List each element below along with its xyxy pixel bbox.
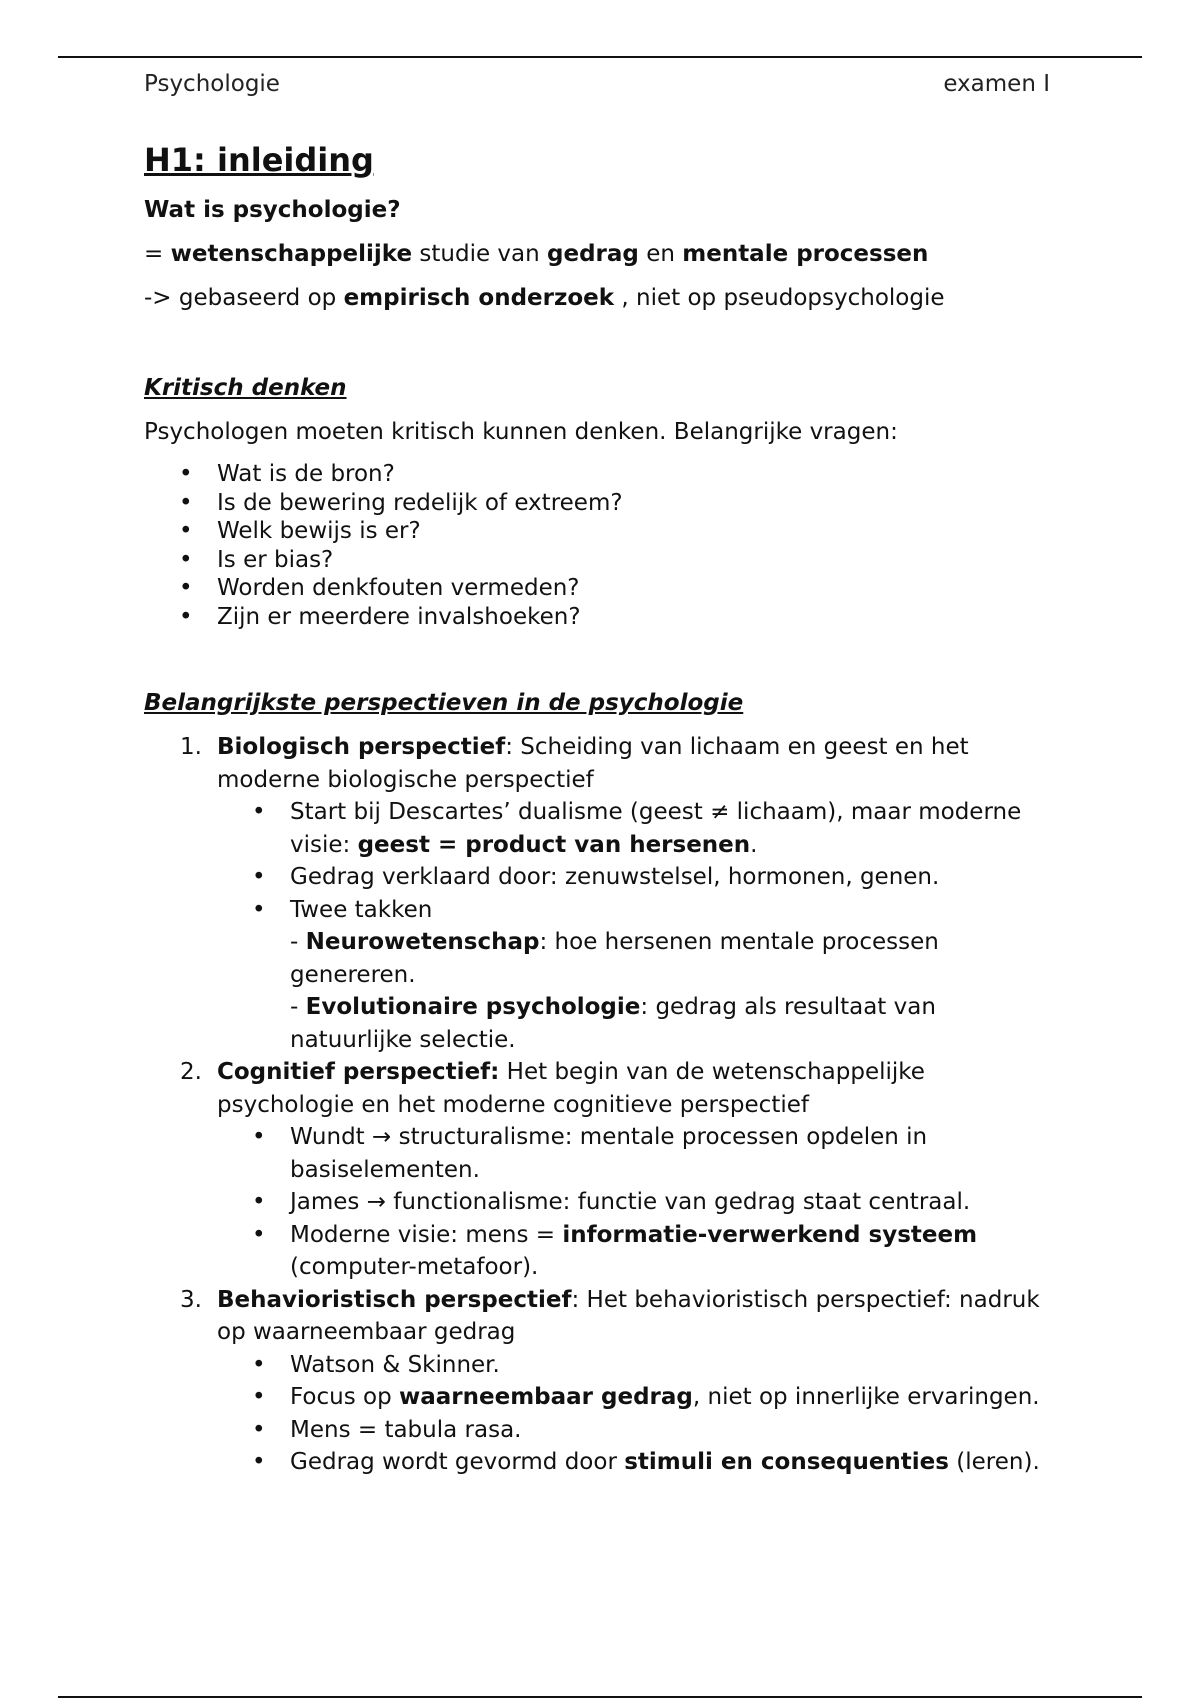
item-bold: informatie-verwerkend systeem — [562, 1221, 978, 1248]
critical-heading: Kritisch denken — [144, 375, 347, 401]
item-bold: stimuli en consequenties — [624, 1449, 949, 1475]
perspective-description: : Scheiding van lichaam en geest en het moderne biologische perspectief — [217, 734, 969, 793]
item-text-end: (leren). — [948, 1449, 1040, 1475]
empirical-bold: empirisch onderzoek — [343, 285, 615, 311]
header-rule — [58, 56, 1142, 58]
branch-neuroscience — [290, 926, 1064, 991]
definition-text-1: studie van — [412, 241, 548, 267]
item-text: Twee takken — [290, 896, 433, 923]
critical-question-list — [144, 460, 1064, 631]
list-item — [217, 894, 1064, 1057]
list-number: 1. — [180, 734, 202, 760]
definition-bold-3: mentale processen — [682, 241, 929, 267]
item-bold: geest = product van hersenen — [357, 831, 751, 858]
page-title: H1: inleiding — [144, 141, 374, 179]
perspective-title: Behavioristisch perspectief — [217, 1286, 572, 1313]
dash-prefix: - — [290, 994, 306, 1020]
list-item: • James → functionalisme: functie van gedrag staat centraal. — [217, 1186, 1064, 1219]
empirical-rest: , niet op pseudopsychologie — [614, 285, 945, 311]
list-item: • Mens = tabula rasa. — [217, 1414, 1064, 1447]
list-item: • Gedrag verklaard door: zenuwstelsel, hormonen, genen. — [217, 861, 1064, 894]
perspectives-heading: Belangrijkste perspectieven in de psychologie — [144, 690, 744, 716]
branch-title: Evolutionaire psychologie — [305, 994, 641, 1020]
question-heading: Wat is psychologie? — [144, 197, 401, 223]
list-item — [217, 1446, 1064, 1479]
list-item — [217, 1381, 1064, 1414]
sub-list — [217, 796, 1064, 1056]
list-item: • Is de bewering redelijk of extreem? — [144, 489, 1064, 518]
dash-prefix: - — [290, 929, 306, 955]
sub-list — [217, 1349, 1064, 1479]
empirical-line — [144, 282, 1064, 314]
perspective-title: Biologisch perspectief — [217, 734, 506, 760]
definition-prefix: = — [144, 241, 171, 267]
item-text: Start bij Descartes’ dualisme (geest ≠ lichaam), maar moderne visie: — [290, 799, 1022, 858]
perspective-title: Cognitief perspectief: — [217, 1059, 500, 1085]
perspective-behaviorist — [144, 1284, 1064, 1479]
critical-intro: Psychologen moeten kritisch kunnen denken. Belangrijke vragen: — [144, 419, 898, 445]
list-item: • Wat is de bron? — [144, 460, 1064, 489]
header-exam: examen I — [943, 71, 1050, 97]
definition-bold-1: wetenschappelijke — [170, 241, 413, 267]
item-bold: waarneembaar gedrag — [398, 1384, 693, 1410]
item-text-end: , niet op innerlijke ervaringen. — [692, 1384, 1040, 1410]
list-item: • Wundt → structuralisme: mentale processen opdelen in basiselementen. — [217, 1121, 1064, 1186]
definition-line — [144, 238, 1064, 270]
list-number: 2. — [180, 1059, 202, 1085]
definition-bold-2: gedrag — [547, 241, 639, 267]
list-item: • Is er bias? — [144, 546, 1064, 575]
perspective-biological — [144, 731, 1064, 1056]
list-item: • Welk bewijs is er? — [144, 517, 1064, 546]
header-subject: Psychologie — [144, 71, 280, 97]
branch-title: Neurowetenschap — [305, 929, 540, 955]
perspective-description: Het begin van de wetenschappelijke psychologie en het moderne cognitieve perspectief — [217, 1059, 925, 1118]
branch-evolutionary — [290, 991, 1064, 1056]
branch-description: : hoe hersenen mentale processen genereren. — [290, 929, 939, 988]
definition-text-2: en — [638, 241, 683, 267]
perspective-description: : Het behavioristisch perspectief: nadruk op waarneembaar gedrag — [217, 1286, 1040, 1345]
list-item — [217, 1219, 1064, 1284]
list-item — [217, 796, 1064, 861]
footer-rule — [58, 1696, 1142, 1698]
list-item: • Watson & Skinner. — [217, 1349, 1064, 1382]
list-item: • Worden denkfouten vermeden? — [144, 574, 1064, 603]
item-text: Moderne visie: mens = — [290, 1221, 563, 1248]
sub-list — [217, 1121, 1064, 1284]
branch-description: : gedrag als resultaat van natuurlijke selectie. — [290, 994, 936, 1053]
perspectives-list — [144, 731, 1064, 1479]
list-item: • Zijn er meerdere invalshoeken? — [144, 603, 1064, 632]
empirical-prefix: -> gebaseerd op — [144, 285, 344, 311]
item-text: Gedrag wordt gevormd door — [290, 1449, 625, 1475]
item-text-end: . — [750, 831, 758, 858]
document-body — [144, 140, 1064, 1479]
item-text: Focus op — [290, 1384, 399, 1410]
perspective-cognitive — [144, 1056, 1064, 1284]
list-number: 3. — [180, 1286, 202, 1313]
item-text-end: (computer-metafoor). — [290, 1254, 539, 1280]
